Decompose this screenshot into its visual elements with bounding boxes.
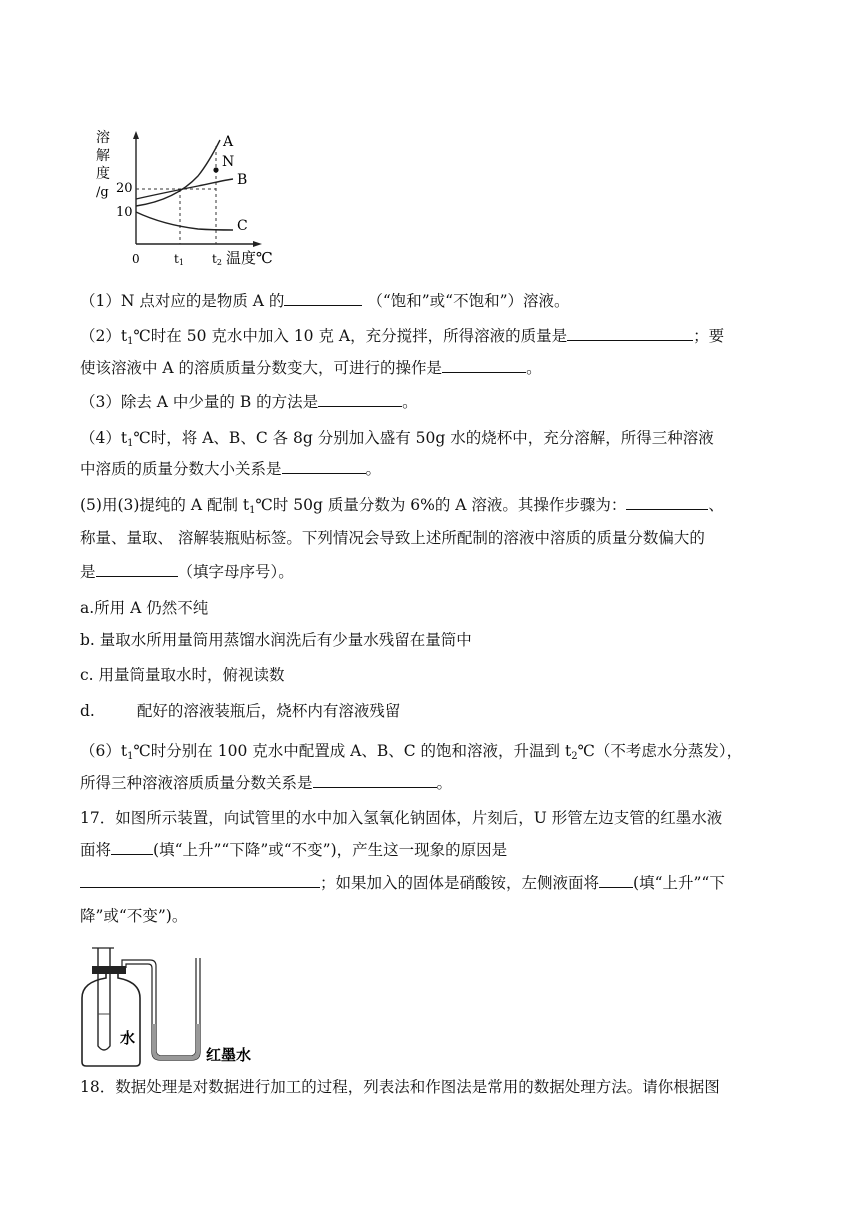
y-axis-label-char-2: 解 xyxy=(96,148,110,164)
y-axis-label-char-1: 溶 xyxy=(96,130,110,146)
option-b: b. 量取水所用量筒用蒸馏水润洗后有少量水残留在量筒中 xyxy=(80,631,472,649)
x-axis-arrow xyxy=(253,241,262,247)
answer-blank[interactable] xyxy=(80,872,320,888)
bottle xyxy=(82,970,140,1066)
q16-part4-line2: 中溶质的质量分数大小关系是 。 xyxy=(80,460,382,478)
u-tube-apparatus-figure xyxy=(78,940,278,1070)
x-axis-label: 温度℃ xyxy=(226,249,273,266)
option-c: c. 用量筒量取水时，俯视读数 xyxy=(80,666,285,684)
answer-blank[interactable] xyxy=(111,839,153,855)
option-a: a.所用 A 仍然不纯 xyxy=(80,599,209,617)
answer-blank[interactable] xyxy=(626,494,708,510)
test-tube xyxy=(98,948,110,1050)
q17-line2: 面将 (填“上升”“下降”或“不变”)，产生这一现象的原因是 xyxy=(80,841,508,859)
y-axis-label-char-3: 度 xyxy=(96,166,110,182)
q16-part6-line1: $(6)t_1℃$时分别在 100 克水中配置成 A、B、C 的饱和溶液，升温到 $t_2℃$（不考虑水分蒸发）， xyxy=(80,742,743,762)
q16-part1: （1）N 点对应的是物质 A 的 （“饱和”或“不饱和”）溶液。 xyxy=(80,292,570,310)
answer-blank[interactable] xyxy=(96,561,178,577)
y-tick-10: 10 xyxy=(116,205,133,220)
q17-line4: 降”或“不变”)。 xyxy=(80,907,188,925)
q16-part5-line2: 称量、量取、 溶解装瓶贴标签。下列情况会导致上述所配制的溶液中溶质的质量分数偏大的 xyxy=(80,529,705,547)
y-tick-20: 20 xyxy=(116,181,133,196)
label-A: A xyxy=(223,134,234,150)
q16-part6-line2: 所得三种溶液溶质质量分数关系是 。 xyxy=(80,774,453,792)
q16-part3: （3）除去 A 中少量的 B 的方法是 。 xyxy=(80,393,418,411)
connector-tube-inner xyxy=(126,958,200,1060)
red-ink-liquid xyxy=(152,1024,200,1060)
water-label: 水 xyxy=(120,1029,136,1047)
origin-label: 0 xyxy=(132,252,140,266)
red-ink-label: 红墨水 xyxy=(206,1046,252,1064)
q16-part2-line1: $(2)t_1℃$时在 50 克水中加入 10 克 A，充分搅拌，所得溶液的质量是 ；要 xyxy=(80,327,725,347)
solubility-chart xyxy=(88,126,288,266)
answer-blank[interactable] xyxy=(599,872,633,888)
answer-blank[interactable] xyxy=(284,290,362,306)
option-d: d. 配好的溶液装瓶后，烧杯内有溶液残留 xyxy=(80,702,401,720)
q16-part4-line1: $(4)t_1℃$时，将 A、B、C 各 8g 分别加入盛有 50g 水的烧杯中，充分溶解，所得三种溶液 xyxy=(80,429,714,449)
x-tick-t2: t2 xyxy=(212,252,222,266)
q17-line1: 17．如图所示装置，向试管里的水中加入氢氧化钠固体，片刻后，U 形管左边支管的红墨水液 xyxy=(80,809,723,827)
q16-part5-line3: 是 （填字母序号）。 xyxy=(80,563,294,581)
answer-blank[interactable] xyxy=(442,357,526,373)
label-N: N xyxy=(222,154,235,170)
curve-C xyxy=(136,212,233,230)
q16-part2-line2: 使该溶液中 A 的溶质质量分数变大，可进行的操作是 。 xyxy=(80,359,542,377)
label-B: B xyxy=(237,172,248,188)
q18-line1: 18．数据处理是对数据进行加工的过程，列表法和作图法是常用的数据处理方法。请你根据图 xyxy=(80,1078,720,1096)
label-C: C xyxy=(237,218,248,234)
answer-blank[interactable] xyxy=(313,772,437,788)
y-axis-arrow xyxy=(133,131,139,139)
x-tick-t1: t1 xyxy=(174,252,184,266)
answer-blank[interactable] xyxy=(318,391,402,407)
answer-blank[interactable] xyxy=(567,325,693,341)
y-axis-label-char-4: /g xyxy=(96,185,109,200)
q17-line3: ；如果加入的固体是硝酸铵，左侧液面将 (填“上升”“下 xyxy=(80,872,725,894)
answer-blank[interactable] xyxy=(282,458,366,474)
stopper xyxy=(92,966,126,974)
point-N xyxy=(213,167,218,172)
q16-part5-line1: (5)用(3)提纯的 A 配制 $t_1℃$时 50g 质量分数为 6%的 A 溶液。其操作步骤为： 、 xyxy=(80,496,724,516)
